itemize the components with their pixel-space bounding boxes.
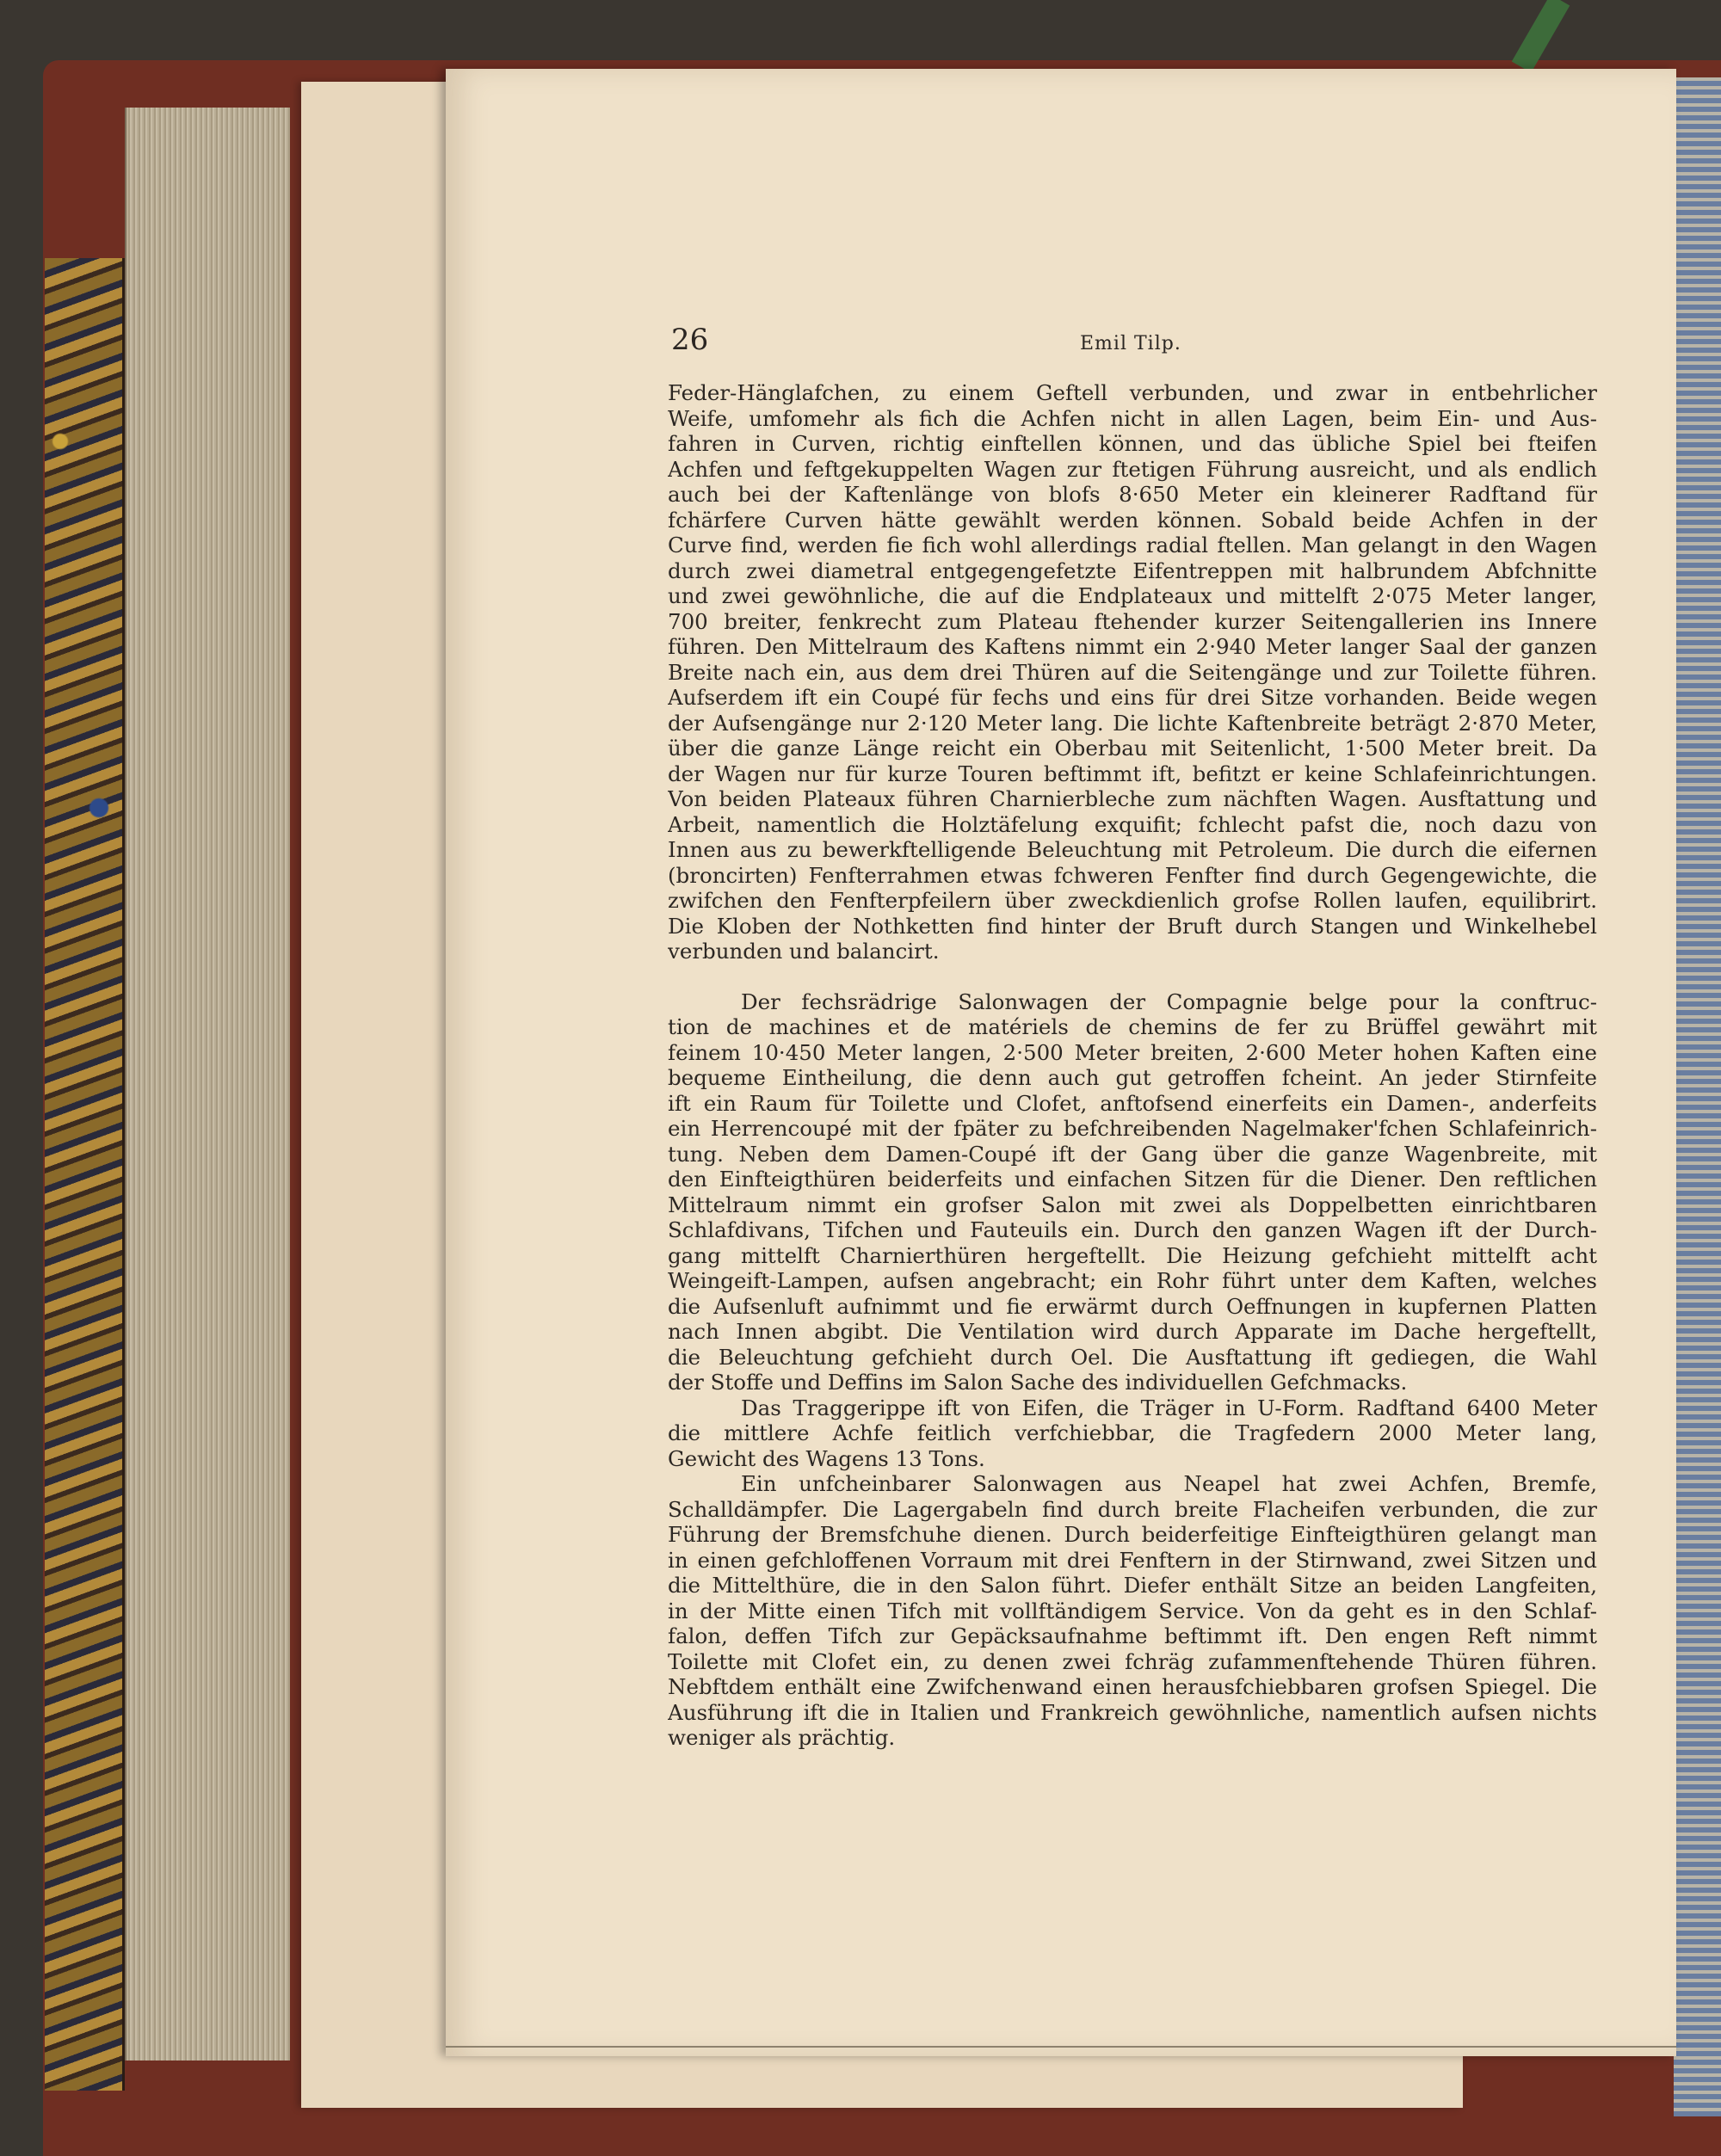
text-line: fahren in Curven, richtig einftellen können, und das übliche Spiel bei fteifen (668, 431, 1597, 456)
text-line: der Wagen nur für kurze Touren beftimmt ift, befitzt er keine Schlafeinrichtungen. (668, 761, 1597, 786)
page-header (671, 323, 1573, 357)
text-line: Schalldämpfer. Die Lagergabeln find durch breite Flacheifen verbunden, die zur (668, 1496, 1597, 1522)
text-line: fchärfere Curven hätte gewählt werden können. Sobald beide Achfen in der (668, 507, 1597, 533)
text-line: die Mittelthüre, die in den Salon führt. Diefer enthält Sitze an beiden Langfeiten, (668, 1573, 1597, 1598)
text-line: Curve find, werden fie fich wohl allerdings radial ftellen. Man gelangt in den Wagen (668, 533, 1597, 557)
text-line: Führung der Bremsfchuhe dienen. Durch beiderfeitige Einfteigthüren gelangt man (668, 1522, 1597, 1547)
text-line: tion de machines et de matériels de chemins de fer zu Brüffel gewährt mit (668, 1014, 1597, 1039)
paragraph (668, 1471, 1597, 1751)
text-line: feinem 10·450 Meter langen, 2·500 Meter breiten, 2·600 Meter hohen Kaften eine (668, 1039, 1597, 1065)
text-line: Das Traggerippe ift von Eifen, die Träger in U-Form. Radftand 6400 Meter (741, 1395, 1597, 1420)
text-line: Arbeit, namentlich die Holztäfelung exquifit; fchlecht pafst die, noch dazu von (668, 811, 1597, 837)
text-line: ift ein Raum für Toilette und Clofet, anftofsend einerfeits ein Damen-, anderfeits (668, 1090, 1597, 1116)
text-line: Schlafdivans, Tifchen und Fauteuils ein. Durch den ganzen Wagen ift der Durch- (668, 1217, 1597, 1242)
running-head: Emil Tilp. (1080, 333, 1181, 354)
text-line: Aufserdem ift ein Coupé für fechs und eins für drei Sitze vorhanden. Beide wegen (668, 685, 1597, 710)
text-line: über die ganze Länge reicht ein Oberbau mit Seitenlicht, 1·500 Meter breit. Da (668, 736, 1597, 761)
text-line: der Aufsengänge nur 2·120 Meter lang. Die lichte Kaftenbreite beträgt 2·870 Meter, (668, 710, 1597, 736)
text-line: die Aufsenluft aufnimmt und fie erwärmt durch Oeffnungen in kupfernen Platten (668, 1293, 1597, 1319)
text-line: Ausführung ift die in Italien und Frankreich gewöhnliche, namentlich aufsen nichts (668, 1699, 1597, 1725)
text-line: Breite nach ein, aus dem drei Thüren auf die Seitengänge und zur Toilette führen. (668, 659, 1597, 685)
text-line: Toilette mit Clofet ein, zu denen zwei fchräg zufammenftehende Thüren führen. (668, 1648, 1597, 1674)
text-line: falon, deffen Tifch zur Gepäcksaufnahme beftimmt ift. Den engen Reft nimmt (668, 1623, 1597, 1648)
paragraph-gap (668, 964, 1597, 989)
text-line: Weingeift-Lampen, aufsen angebracht; ein Rohr führt unter dem Kaften, welches (668, 1268, 1597, 1293)
text-line: Gewicht des Wagens 13 Tons. (668, 1445, 985, 1471)
body-text (668, 380, 1597, 1751)
page-number: 26 (671, 323, 709, 357)
text-line: Mittelraum nimmt ein grofser Salon mit zwei als Doppelbetten einrichtbaren (668, 1192, 1597, 1217)
text-line: Weife, umfomehr als fich die Achfen nicht in allen Lagen, beim Ein- und Aus- (668, 405, 1597, 431)
text-line: Achfen und feftgekuppelten Wagen zur ftetigen Führung ausreicht, und als endlich (668, 456, 1597, 482)
text-line: führen. Den Mittelraum des Kaftens nimmt ein 2·940 Meter langer Saal der ganzen (668, 634, 1597, 659)
text-line: der Stoffe und Deffins im Salon Sache des individuellen Gefchmacks. (668, 1370, 1408, 1395)
text-line: (broncirten) Fenfterrahmen etwas fchweren Fenfter find durch Gegengewichte, die (668, 862, 1597, 888)
text-line: bequeme Eintheilung, die denn auch gut getroffen fcheint. An jeder Stirnfeite (668, 1065, 1597, 1090)
text-line: gang mittelft Charnierthüren hergeftellt. Die Heizung gefchieht mittelft acht (668, 1242, 1597, 1268)
text-line: die Beleuchtung gefchieht durch Oel. Die Ausftattung ift gediegen, die Wahl (668, 1344, 1597, 1370)
text-line: 700 breiter, fenkrecht zum Plateau ftehender kurzer Seitengallerien ins Innere (668, 608, 1597, 634)
text-line: zwifchen den Fenfterpfeilern über zweckdienlich grofse Rollen laufen, equilibrirt. (668, 888, 1597, 913)
text-line: durch zwei diametral entgegengefetzte Eifentreppen mit halbrundem Abfchnitte (668, 557, 1597, 583)
text-line: Die Kloben der Nothketten find hinter der Bruft durch Stangen und Winkelhebel (668, 913, 1597, 939)
text-line: tung. Neben dem Damen-Coupé ift der Gang über die ganze Wagenbreite, mit (668, 1141, 1597, 1167)
text-line: Nebftdem enthält eine Zwifchenwand einen herausfchiebbaren grofsen Spiegel. Die (668, 1674, 1597, 1699)
text-line: Innen aus zu bewerkftelligende Beleuchtung mit Petroleum. Die durch die eifernen (668, 837, 1597, 862)
text-line: in einen gefchloffenen Vorraum mit drei Fenftern in der Stirnwand, zwei Sitzen und (668, 1547, 1597, 1573)
text-line: den Einfteigthüren beiderfeits und einfachen Sitzen für die Diener. Den reftlichen (668, 1167, 1597, 1192)
text-line: Feder-Hänglafchen, zu einem Geftell verbunden, und zwar in entbehrlicher (668, 380, 1597, 405)
text-line: verbunden und balancirt. (668, 939, 940, 964)
marbled-edge (45, 258, 125, 2091)
text-line: und zwei gewöhnliche, die auf die Endplateaux und mittelft 2·075 Meter langer, (668, 583, 1597, 608)
page-block-edges (125, 108, 290, 2061)
book-page (446, 69, 1676, 2056)
text-line: Ein unfcheinbarer Salonwagen aus Neapel hat zwei Achfen, Bremfe, (741, 1471, 1597, 1496)
paragraph (668, 380, 1597, 964)
text-line: ein Herrencoupé mit der fpäter zu befchreibenden Nagelmaker'fchen Schlafeinrich- (668, 1116, 1597, 1141)
paragraph (668, 1395, 1597, 1472)
text-line: Von beiden Plateaux führen Charnierbleche zum nächften Wagen. Ausftattung und (668, 786, 1597, 811)
facing-page-edge (1674, 77, 1721, 2116)
text-line: nach Innen abgibt. Die Ventilation wird durch Apparate im Dache hergeftellt, (668, 1319, 1597, 1344)
text-line: in der Mitte einen Tifch mit vollftändigem Service. Von da geht es in den Schlaf- (668, 1598, 1597, 1623)
text-line: auch bei der Kaftenlänge von blofs 8·650 Meter ein kleinerer Radftand für (668, 482, 1597, 507)
text-line: weniger als prächtig. (668, 1725, 896, 1750)
paragraph (668, 989, 1597, 1395)
text-line: die mittlere Achfe feitlich verfchiebbar, die Tragfedern 2000 Meter lang, (668, 1420, 1597, 1445)
text-line: Der fechsrädrige Salonwagen der Compagnie belge pour la conftruc- (741, 989, 1597, 1014)
